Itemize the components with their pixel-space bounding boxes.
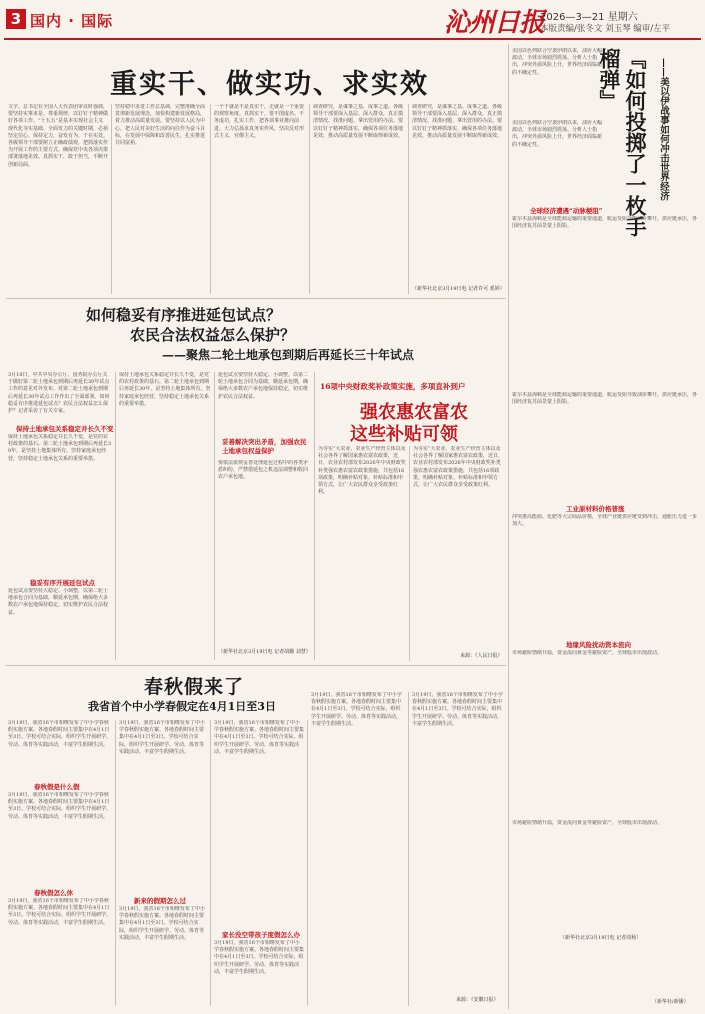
- story4-col2b: 3月19日，我省16个市相继发布了中小学春秋假实施方案。各地春假时间主要集中在4月1日至3日。学校可结合实际，组织学生开展研学、劳动、体育等实践活动，丰富学生假期生活。: [119, 906, 205, 941]
- divider: [408, 692, 409, 1006]
- story5-subtitle: ——美以伊战事如何冲击世界经济: [658, 58, 669, 201]
- story4-h3: 新来的假期怎么过: [134, 897, 186, 905]
- divider: [307, 720, 308, 1006]
- story3-credit: 来源：《人民日报》: [460, 653, 503, 659]
- story3-col1: 为夯实“大农业、农业生产经营主体以及社会各界了解国家惠农富农政策，近日，农业农村部发布2026年中央财政奖补类强农惠农富农政策措施，共包括16项政策，明确补贴对象、补贴标准和申领方式，让广大农民群众享受政策红利。: [318, 446, 406, 496]
- story2-p3: 要依法依规妥善处理延包过程中的各类矛盾纠纷，严禁借延包之机违法调整和收回农户承包地。: [218, 460, 309, 481]
- story5-credit: （新华社北京3月19日电 记者周杨）: [560, 935, 642, 941]
- story4-col3b: 3月19日，我省16个市相继发布了中小学春秋假实施方案。各地春假时间主要集中在4月1日至3日。学校可结合实际，组织学生开展研学、劳动、体育等实践活动，丰富学生假期生活。: [214, 940, 304, 975]
- story2-title2: 农民合法权益怎么保护？: [130, 326, 296, 344]
- story2-lead: 3月18日，中共中央办公厅、国务院办公厅关于做好第二轮土地承包到期后再延长30年试点工作的意见对外发布。对第二轮土地承包到期后再延长30年试点工作作出了全面部署。如何稳妥有序推进延包试点？农民合法权益怎么保护？记者采访了有关专家。: [8, 372, 110, 415]
- story1-title: 重实干、做实功、求实效: [110, 69, 429, 100]
- story5-p3: 市场避险情绪升温，资金流向黄金等避险资产，全球股市出现波动。: [512, 650, 663, 656]
- story4-col4: 3月19日，我省16个市相继发布了中小学春秋假实施方案。各地春假时间主要集中在4月1日至3日。学校可结合实际，组织学生开展研学、劳动、体育等实践活动，丰富学生假期生活。: [311, 692, 402, 727]
- divider: [314, 372, 315, 660]
- story5-title: 『如何投掷了一枚手榴弹』: [597, 48, 648, 237]
- story1-col1: 文字。总书记在全国人大代表团审议时强调，要坚持实事求是、尊重规律，以钉钉子精神做好各项工作。“十五五”是基本实现社会主义现代化夯实基础、全面发力的关键时期，必须坚定信心、保持定力，奋发有为、干在实处。各级领导干部要树立正确政绩观，把抓落实作为开展工作的主要方式，确保党中央各项决策部署落地见效。真抓实干，敢于担当，不断开创新局面。: [8, 104, 108, 168]
- story1-col5: 调查研究，是谋事之基、成事之道。各级领导干部要深入基层、深入群众，真正摸清情况、找准问题、拿出管用的办法。要以钉钉子精神抓落实，确保各项任务落地见效，推动高质量发展不断取得新成效。: [412, 104, 502, 139]
- divider: [309, 104, 310, 294]
- divider: [111, 104, 112, 294]
- story5-p2: 冲突推高能源、化肥等大宗商品价格，全球产业链供应链受到冲击，通胀压力进一步加大。: [512, 514, 698, 528]
- issue-date: 2026—3—21 星期六: [540, 12, 638, 23]
- story5-p1: 霍尔木兹海峡是全球能源运输的重要通道，航运受阻导致油价攀升，供应链承压，各国经济复苏前景蒙上阴影。: [512, 216, 698, 230]
- story3-title: 强农惠农富农: [360, 402, 468, 423]
- section-rule: [6, 298, 506, 299]
- column-divider: [508, 44, 509, 1009]
- story5-h3: 地缘风险扰动资本流向: [566, 641, 631, 649]
- story4-credit: 来源：《安徽日报》: [456, 997, 499, 1003]
- editors-line: 本版责编/张冬文 刘玉琴 编审/左平: [540, 24, 671, 34]
- story1-col4: 调查研究，是谋事之基、成事之道。各级领导干部要深入基层、深入群众，真正摸清情况、找准问题、拿出管用的办法。要以钉钉子精神抓落实，确保各项任务落地见效，推动高质量发展不断取得新成效。: [313, 104, 404, 139]
- story5-h2: 工业原材料价格普涨: [566, 505, 625, 513]
- story2-h2: 稳妥有序开展延包试点: [30, 579, 95, 587]
- story4-lead: 3月19日，我省16个市相继发布了中小学春秋假实施方案。各地春假时间主要集中在4月1日至3日。学校可结合实际，组织学生开展研学、劳动、体育等实践活动，丰富学生假期生活。: [8, 720, 112, 748]
- story4-title: 春秋假来了: [144, 676, 245, 698]
- masthead: [0, 0, 705, 40]
- story2-subtitle: ——聚焦二轮土地承包到期后再延长三十年试点: [162, 348, 415, 362]
- story2-title: 如何稳妥有序推进延包试点？: [86, 306, 282, 324]
- story5-p0: 美国以色列联合空袭伊朗以来，油价大幅波动，全球市场剧烈震荡。分析人士指出，冲突外溢风险上升，世界经济面临新的不确定性。: [512, 120, 603, 148]
- newspaper-logo: 沁州日报: [444, 8, 545, 38]
- story2-col2: 保持土地承包关系稳定并长久不变，是党的农村政策的基石。第二轮土地承包到期后再延长30年，是坚持土地集体所有，坚持家庭承包经营，坚持稳定土地承包关系的重要举措。: [119, 372, 211, 407]
- story5-lead: 美国以色列联合空袭伊朗以来，油价大幅波动，全球市场剧烈震荡。分析人士指出，冲突外溢风险上升，世界经济面临新的不确定性。: [512, 48, 603, 76]
- story3-col2: 为夯实“大农业、农业生产经营主体以及社会各界了解国家惠农富农政策，近日，农业农村部发布2026年中央财政奖补类强农惠农富农政策措施，共包括16项政策，明确补贴对象、补贴标准和申领方式，让广大农民群众享受政策红利。: [413, 446, 503, 489]
- story4-h1: 春秋假是什么假: [34, 783, 80, 791]
- story4-col2a: 3月19日，我省16个市相继发布了中小学春秋假实施方案。各地春假时间主要集中在4月1日至3日。学校可结合实际，组织学生开展研学、劳动、体育等实践活动，丰富学生假期生活。: [119, 720, 205, 755]
- story2-p2: 延包试点要坚持大稳定、小调整，以第二轮土地承包合同为基础，顺延承包期，确保绝大多数农户承包地保持稳定，切实维护农民合法权益。: [8, 588, 109, 616]
- story1-credit: （新华社北京3月19日电 记者许可 奚婷）: [412, 286, 505, 292]
- story4-h2: 春秋假怎么休: [34, 889, 73, 897]
- divider: [214, 372, 215, 660]
- story4-col3a: 3月19日，我省16个市相继发布了中小学春秋假实施方案。各地春假时间主要集中在4月1日至3日。学校可结合实际，组织学生开展研学、劳动、体育等实践活动，丰富学生假期生活。: [214, 720, 304, 755]
- divider: [115, 720, 116, 1006]
- story2-col3a: 延包试点要坚持大稳定、小调整，以第二轮土地承包合同为基础，顺延承包期，确保绝大多数农户承包地保持稳定，切实维护农民合法权益。: [218, 372, 309, 400]
- divider: [409, 446, 410, 661]
- story4-h4: 家长没空带孩子度假怎么办: [222, 931, 300, 939]
- story2-h3: 妥善解决突出矛盾，加强农民土地承包权益保护: [222, 438, 307, 455]
- story2-h1: 保持土地承包关系稳定并长久不变: [16, 425, 114, 433]
- story4-p1: 3月19日，我省16个市相继发布了中小学春秋假实施方案。各地春假时间主要集中在4月1日至3日。学校可结合实际，组织学生开展研学、劳动、体育等实践活动，丰富学生假期生活。: [8, 792, 112, 820]
- story2-credit: （新华社北京3月19日电 记者胡璐 刘慧）: [218, 649, 311, 655]
- story1-col3: 一个干就是不是真实干，走就是一个重要的观察角度。真抓实干，要不图虚名、不务虚功，扎实工作，把各项事业推向前进。大力弘扬求真务实作风，坚决反对形式主义、官僚主义。: [214, 104, 305, 139]
- page-number: 3: [6, 9, 26, 29]
- story3-title2: 这些补贴可领: [350, 424, 458, 445]
- section-title: 国内 · 国际: [30, 12, 114, 30]
- divider: [210, 720, 211, 1006]
- divider: [408, 104, 409, 294]
- story1-col2: 坚持稳中求进工作总基调，完整准确全面贯彻新发展理念，加快构建新发展格局，着力推动高质量发展。要坚持以人民为中心，把人民对美好生活的向往作为奋斗目标，在发展中保障和改善民生，扎实推进共同富裕。: [115, 104, 206, 147]
- story4-subtitle: 我省首个中小学春假定在4月1日至3日: [88, 700, 276, 713]
- story5-p1b: 霍尔木兹海峡是全球能源运输的重要通道，航运受阻导致油价攀升，供应链承压，各国经济复苏前景蒙上阴影。: [512, 392, 698, 406]
- story2-p1: 保持土地承包关系稳定并长久不变，是党的农村政策的基石。第二轮土地承包到期后再延长30年，是坚持土地集体所有，坚持家庭承包经营，坚持稳定土地承包关系的重要举措。: [8, 434, 112, 462]
- story4-col5: 3月19日，我省16个市相继发布了中小学春秋假实施方案。各地春假时间主要集中在4月1日至3日。学校可结合实际，组织学生开展研学、劳动、体育等实践活动，丰富学生假期生活。: [412, 692, 503, 727]
- divider: [115, 372, 116, 660]
- divider: [210, 104, 211, 294]
- story5-p3b: 市场避险情绪升温，资金流向黄金等避险资产，全球股市出现波动。: [512, 820, 663, 826]
- story3-kicker: 16项中央财政奖补政策实施，多项直补到户: [320, 382, 466, 391]
- section-rule: [6, 665, 506, 666]
- header-rule: [4, 38, 701, 40]
- story4-p2: 3月19日，我省16个市相继发布了中小学春秋假实施方案。各地春假时间主要集中在4月1日至3日。学校可结合实际，组织学生开展研学、劳动、体育等实践活动，丰富学生假期生活。: [8, 898, 112, 926]
- story5-h1: 全球经济遭遇“动脉梗阻”: [530, 207, 603, 215]
- story5-footer: （新华社/新播）: [652, 999, 689, 1005]
